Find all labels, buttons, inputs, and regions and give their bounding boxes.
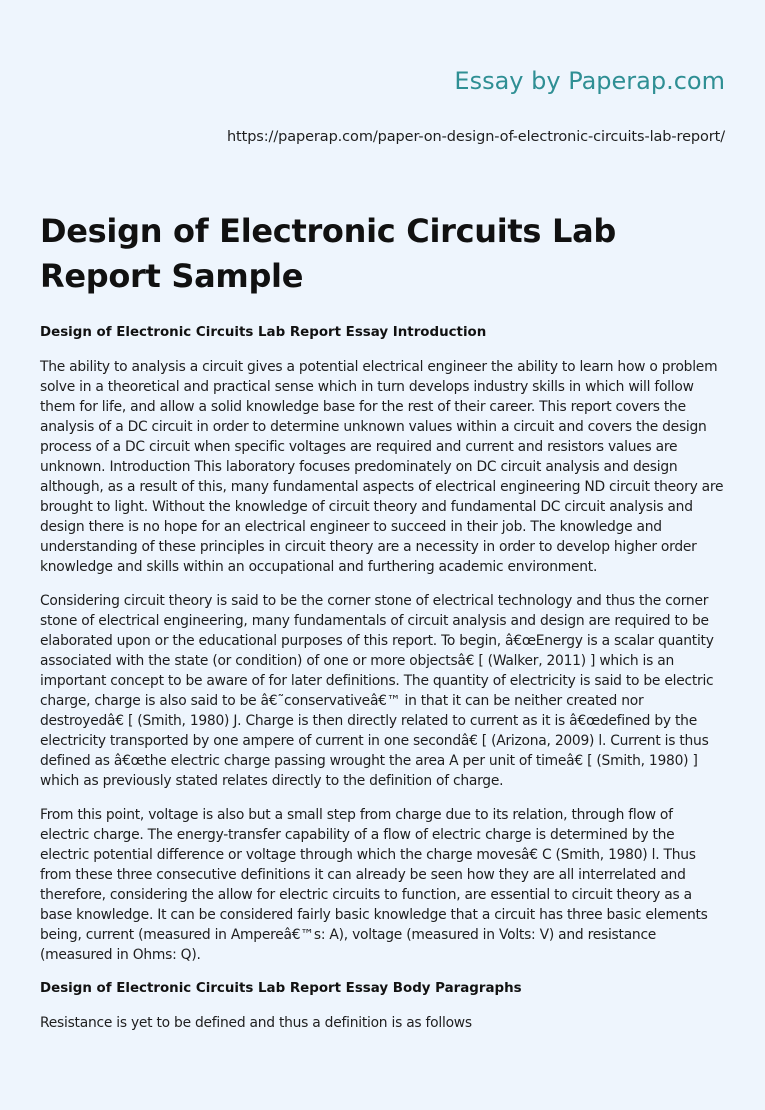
article-body (40, 323, 725, 1047)
paragraph: Resistance is yet to be defined and thus a definition is as follows (40, 1015, 472, 1031)
brand-link[interactable]: Essay by Paperap.com (454, 67, 725, 95)
body-heading: Design of Electronic Circuits Lab Report Essay Body Paragraphs (40, 981, 522, 996)
paragraph: The ability to analysis a circuit gives a potential electrical engineer the ability to learn how o problem solve in a theoretical and practical sense which in turn develops industry skills in which will follow them for life, and allow a solid knowledge base for the rest of their career. This report covers the analysis of a DC circuit in order to determine unknown values within a circuit and covers the design process of a DC circuit when specific voltages are required and current and resistors values are unknown. Introduction This laboratory focuses predominately on DC circuit analysis and design although, as a result of this, many fundamental aspects of electrical engineering ND circuit theory are brought to light. Without the knowledge of circuit theory and fundamental DC circuit analysis and design there is no hope for an electrical engineer to succeed in their job. The knowledge and understanding of these principles in circuit theory are a necessity in order to develop higher order knowledge and skills within an occupational and furthering academic environment. (40, 359, 724, 575)
source-url[interactable]: https://paperap.com/paper-on-design-of-electronic-circuits-lab-report/ (226, 129, 725, 145)
page-title: Design of Electronic Circuits Lab Report Sample (40, 212, 617, 295)
paragraph: Considering circuit theory is said to be the corner stone of electrical technology and thus the corner stone of electrical engineering, many fundamentals of circuit analysis and design are required to be elaborated upon or the educational purposes of this report. To begin, â€œEnergy is a scalar quantity associated with the state (or condition) of one or more objectsâ€ [ (Walker, 2011) ] which is an important concept to be aware of for later definitions. The quantity of electricity is said to be electric charge, charge is also said to be â€˜conservativeâ€™ in that it can be neither created nor destroyedâ€ [ (Smith, 1980) J. Charge is then directly related to current as it is â€œdefined by the electricity transported by one ampere of current in one secondâ€ [ (Arizona, 2009) l. Current is thus defined as â€œthe electric charge passing wrought the area A per unit of timeâ€ [ (Smith, 1980) ] which as previously stated relates directly to the definition of charge. (40, 593, 714, 789)
paragraph: From this point, voltage is also but a small step from charge due to its relation, through flow of electric charge. The energy-transfer capability of a flow of electric charge is determined by the electric potential difference or voltage through which the charge movesâ€ C (Smith, 1980) l. Thus from these three consecutive definitions it can already be seen how they are all interrelated and therefore, considering the allow for electric circuits to function, are essential to circuit theory as a base knowledge. It can be considered fairly basic knowledge that a circuit has three basic elements being, current (measured in Ampereâ€™s: A), voltage (measured in Volts: V) and resistance (measured in Ohms: Q). (40, 807, 708, 963)
intro-heading: Design of Electronic Circuits Lab Report Essay Introduction (40, 325, 487, 340)
